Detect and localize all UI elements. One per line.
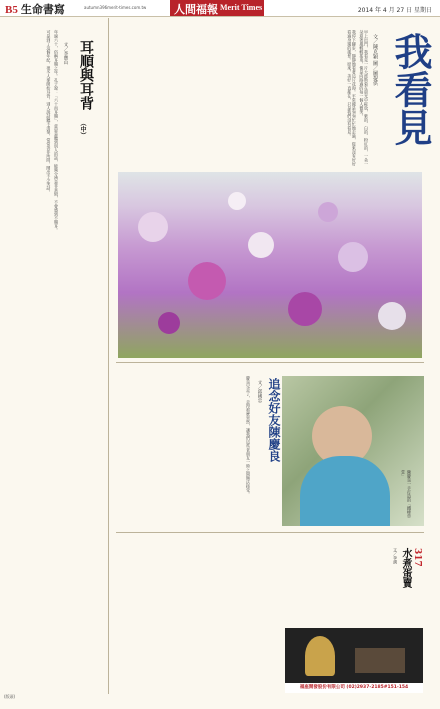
mid-article-byline: 文／邱國忠: [257, 380, 262, 403]
left-article-part: （中）: [79, 120, 86, 138]
ad-footer-bar: 福座開發股份有限公司 (02)2937-2185#151-154: [285, 683, 423, 693]
small-article-title: 水煮蛋賣: [400, 548, 411, 588]
small-article-byline: 文／李潤: [393, 548, 398, 564]
page-header: [0, 0, 440, 17]
left-article-paragraph: 可是到了這個年紀，很多人卻開始耳背，別人說話聽不清楚，常常答非所問，鬧出不少笑話。: [46, 30, 52, 194]
issue-date: 2014 年 4 月 27 日 星期日: [357, 7, 432, 14]
left-article-body: [6, 30, 58, 690]
section-url: autumn396merit-times.com.tw: [84, 5, 147, 10]
mid-article-paragraph: 慶良兄走了，走得那麼突然，讓我們這些老朋友一時之間無法接受。: [246, 376, 251, 496]
masthead-cn: 人間福報: [174, 3, 218, 16]
masthead-en: Merit Times: [220, 3, 263, 12]
left-article-title: 耳順與耳背: [78, 40, 94, 110]
section-label: B5 生命書寫: [5, 4, 65, 16]
divider-rule: [116, 362, 424, 363]
main-article-paragraph: 我停下腳步，靜靜地看著這片花海。平常總是匆匆忙忙地走過，從來沒有好好看過身邊的風景。原來，美好一直都在，只是我們沒有看見。: [347, 30, 357, 166]
page-footer: (版頭): [4, 694, 16, 699]
main-article-byline: 文／陳克穎 圖／圖提供: [372, 34, 378, 86]
main-article-paragraph: 早上出門，我看見一片大波斯菊在晨光中綻放，紫的、白的、粉紅的，一朵一朵迎著風輕輕搖曳，像是向路過的每一個人微笑。: [359, 30, 369, 166]
left-article-paragraph: 年過六十，俗稱耳順之年。孔子說：「六十而耳順」，意思是聽到別人的話，能夠分辨是非真假，不會感到不順耳。: [54, 30, 59, 232]
advertisement[interactable]: [285, 628, 423, 693]
small-article-number: 317: [412, 548, 422, 567]
cosmos-flower-photo: [118, 172, 422, 358]
mid-article-body: [120, 376, 250, 526]
photo-caption: 陳慶良一手打造的「鐵峰草堂」: [401, 470, 412, 518]
left-article-byline: 文／李寶山: [63, 42, 68, 65]
divider-rule: [116, 532, 424, 533]
main-article-body: [120, 30, 368, 168]
mid-article-title: 追念好友陳慶良: [267, 378, 281, 462]
main-article-title: 我看見: [388, 32, 433, 146]
divider-rule: [108, 18, 109, 694]
masthead-logo: [170, 0, 264, 16]
